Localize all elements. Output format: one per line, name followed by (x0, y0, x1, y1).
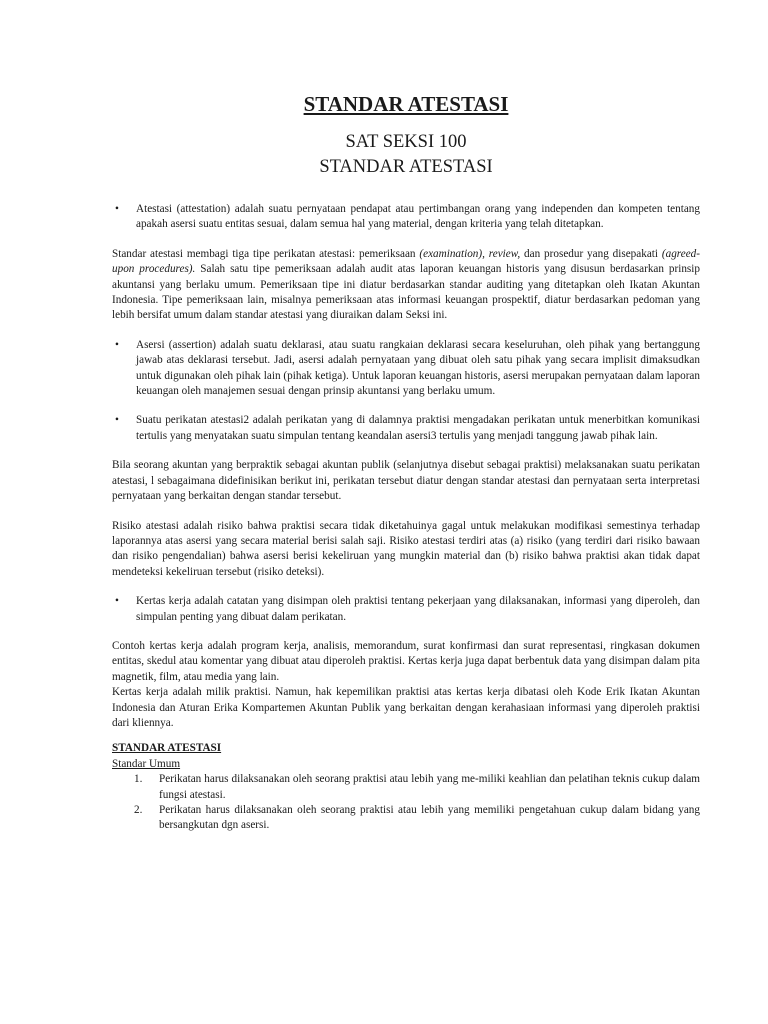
list-item-text: Perikatan harus dilaksanakan oleh seorang praktisi atau lebih yang me-miliki keahlian dan pelatihan teknis cukup dalam fungsi atestasi. (159, 773, 700, 801)
bullet-icon: • (115, 338, 119, 351)
section-number: SAT SEKSI 100 (345, 132, 467, 152)
numbered-list (112, 772, 700, 834)
bullet-icon: • (115, 203, 119, 215)
list-item (112, 803, 700, 834)
section-title: STANDAR ATESTASI (319, 157, 493, 177)
paragraph-contoh-kertas-kerja: Contoh kertas kerja adalah program kerja, analisis, memorandum, surat konfirmasi dan surat representasi, ringkasan dokumen entitas, skedul atau komentar yang dibuat atau diperoleh praktisi. Kertas kerja juga dapat berbentuk data yang disimpan dalam pita magnetik, film, atau media yang lain. (112, 639, 700, 683)
bullet-item-kertas-kerja (112, 594, 700, 625)
paragraph-tipe-perikatan: Standar atestasi membagi tiga tipe perikatan atestasi: pemeriksaan (examination), review, dan prosedur yang disepakati (agreed-upon procedures). Salah satu tipe pemeriksaan adalah audit atas laporan keuangan historis yang disusun berdasarkan prinsip akuntansi yang berlaku umum. Pemeriksaan tipe ini diatur berdasarkan standar auditing yang ditetapkan oleh Ikatan Akuntan Indonesia. Tipe pemeriksaan lain, misalnya pemeriksaan atas informasi keuangan prospektif, diatur berdasarkan pedoman yang lebih bersifat umum dalam standar atestasi yang diuraikan dalam Seksi ini. (112, 247, 700, 322)
paragraph-risiko-atestasi: Risiko atestasi adalah risiko bahwa praktisi secara tidak diketahuinya gagal untuk melakukan modifikasi semestinya terhadap laporannya atas asersi yang secara material berisi salah saji. Risiko atestasi terdiri atas (a) risiko (yang terdiri dari risiko bawaan dan risiko pengendalian) bahwa asersi berisi kekeliruan yang mungkin material dan (b) risiko bahwa praktisi akan tidak dapat mendeteksi kekeliruan tersebut (risiko deteksi). (112, 519, 700, 578)
bullet-text: Atestasi (attestation) adalah suatu pernyataan pendapat atau pertimbangan orang yang independen dan kompeten tentang apakah asersi suatu entitas sesuai, dalam semua hal yang material, dengan kriteria yang telah ditetapkan. (136, 203, 700, 231)
bullet-text: Asersi (assertion) adalah suatu deklarasi, atau suatu rangkaian deklarasi secara keseluruhan, oleh pihak yang bertanggung jawab atas deklarasi tersebut. Jadi, asersi adalah pernyataan yang dibuat oleh satu pihak yang secara implisit dimaksudkan untuk digunakan oleh pihak lain (pihak ketiga). Untuk laporan keuangan historis, asersi merupakan pernyataan dalam laporan keuangan oleh manajemen sesuai dengan prinsip akuntansi yang berlaku umum. (136, 338, 700, 398)
list-item-text: Perikatan harus dilaksanakan oleh seorang praktisi atau lebih yang memiliki pengetahuan cukup dalam bidang yang bersangkutan dgn asersi. (159, 804, 700, 832)
list-number: 2. (134, 804, 143, 816)
bullet-text: Kertas kerja adalah catatan yang disimpan oleh praktisi tentang pekerjaan yang dilaksanakan, informasi yang diperoleh, dan simpulan penting yang dibuat dalam perikatan. (136, 595, 700, 623)
subsection-heading: Standar Umum (112, 757, 181, 770)
list-number: 1. (134, 773, 143, 786)
bullet-icon: • (115, 595, 119, 608)
bullet-item-asersi (112, 338, 700, 400)
bullet-text: Suatu perikatan atestasi2 adalah perikatan yang di dalamnya praktisi mengadakan perikatan untuk menerbitkan komunikasi tertulis yang menyatakan suatu simpulan tentang keandalan asersi3 tertulis yang menjadi tanggung jawab pihak lain. (136, 414, 700, 442)
bullet-icon: • (115, 414, 119, 427)
paragraph-kepemilikan: Kertas kerja adalah milik praktisi. Namun, hak kepemilikan praktisi atas kertas kerja dibatasi oleh Kode Erik Ikatan Akuntan Indonesia dan Aturan Erika Kompartemen Akuntan Publik yang berkaitan dengan kerahasiaan informasi yang diperoleh praktisi dari kliennya. (112, 686, 700, 729)
paragraph-akuntan-publik: Bila seorang akuntan yang berpraktik sebagai akuntan publik (selanjutnya disebut sebagai praktisi) melaksanakan suatu perikatan atestasi, l sebagaimana didefinisikan berikut ini, perikatan tersebut diatur dengan standar atestasi dan pernyataan serta interpretasi pernyataan yang berkaitan dengan standar tersebut. (112, 459, 700, 503)
section-heading: STANDAR ATESTASI (112, 742, 222, 755)
bullet-item-perikatan (112, 413, 700, 444)
page-title: STANDAR ATESTASI (303, 92, 509, 116)
list-item (112, 772, 700, 803)
bullet-item-atestasi (112, 202, 700, 233)
